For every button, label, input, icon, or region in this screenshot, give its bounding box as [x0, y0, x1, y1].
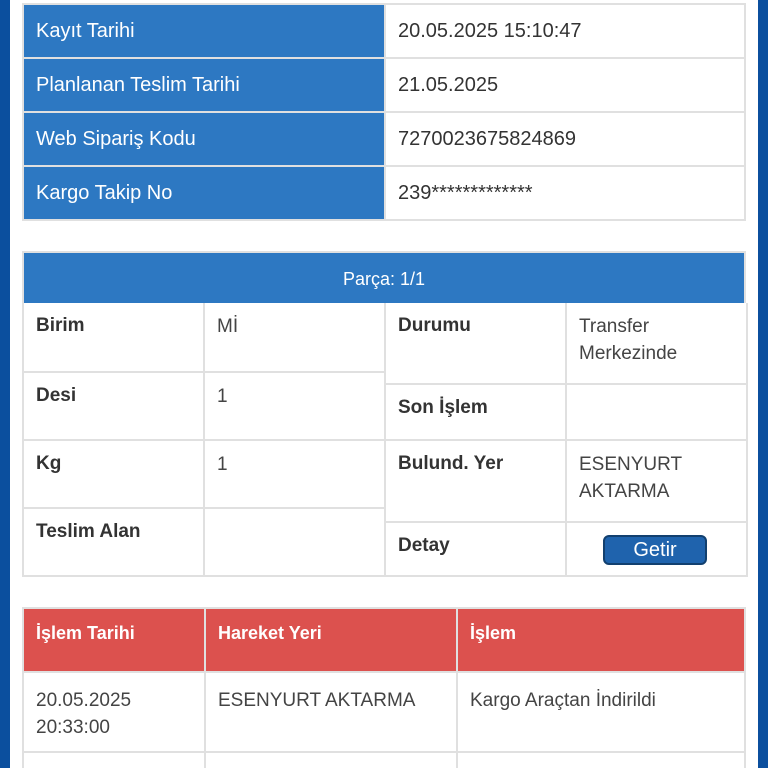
- part-value: [567, 523, 748, 575]
- part-key: Durumu: [386, 303, 567, 383]
- part-value: 1: [205, 441, 386, 507]
- part-key: Desi: [24, 373, 205, 439]
- frame-right: [758, 0, 768, 768]
- movements-header-row: [23, 608, 745, 672]
- table-row: [23, 752, 745, 768]
- move-date-day: 20.05.2025: [36, 690, 132, 711]
- info-value: 7270023675824869: [385, 112, 745, 166]
- part-value: [567, 303, 748, 383]
- info-row-kargo-takip: [23, 166, 745, 220]
- info-label: Kargo Takip No: [23, 166, 385, 220]
- info-row-web-siparis: [23, 112, 745, 166]
- shipment-details: [22, 3, 746, 768]
- part-value: [567, 385, 748, 439]
- part-row-teslim-alan: [24, 509, 386, 577]
- part-right-column: [386, 303, 748, 577]
- value-line: ESENYURT: [579, 454, 683, 475]
- part-row-kg: [24, 441, 386, 509]
- part-row-desi: [24, 373, 386, 441]
- info-row-kayit-tarihi: [23, 4, 745, 58]
- move-action: [457, 752, 745, 768]
- info-value: 239*************: [385, 166, 745, 220]
- info-label: Web Sipariş Kodu: [23, 112, 385, 166]
- part-value: [567, 441, 748, 521]
- part-value: 1: [205, 373, 386, 439]
- table-row: [23, 672, 745, 752]
- part-key: Teslim Alan: [24, 509, 205, 575]
- part-key: Son İşlem: [386, 385, 567, 439]
- part-table: [22, 251, 746, 577]
- part-row-detay: [386, 523, 748, 577]
- part-value: [205, 509, 386, 575]
- move-date-time: 20:33:00: [36, 717, 110, 738]
- part-row-birim: [24, 303, 386, 373]
- value-line: Merkezinde: [579, 343, 678, 364]
- part-value: Mİ: [205, 303, 386, 371]
- shipment-info-table: [22, 3, 746, 221]
- part-left-column: [24, 303, 386, 577]
- part-header: Parça: 1/1: [22, 251, 746, 303]
- info-label: Planlanan Teslim Tarihi: [23, 58, 385, 112]
- part-key: Detay: [386, 523, 567, 575]
- move-date: [23, 752, 205, 768]
- movements-table: [22, 607, 746, 768]
- part-key: Bulund. Yer: [386, 441, 567, 521]
- info-value: 21.05.2025: [385, 58, 745, 112]
- column-header-islem-tarihi: İşlem Tarihi: [23, 608, 205, 672]
- part-row-durumu: [386, 303, 748, 385]
- part-key: Kg: [24, 441, 205, 507]
- info-label: Kayıt Tarihi: [23, 4, 385, 58]
- getir-button[interactable]: Getir: [603, 535, 707, 565]
- value-line: Transfer: [579, 316, 650, 337]
- info-row-planlanan-teslim: [23, 58, 745, 112]
- part-row-son-islem: [386, 385, 748, 441]
- column-header-islem: İşlem: [457, 608, 745, 672]
- frame-left: [0, 0, 10, 768]
- part-key: Birim: [24, 303, 205, 371]
- move-place: ESENYURT AKTARMA: [205, 672, 457, 752]
- value-line: AKTARMA: [579, 481, 670, 502]
- part-row-bulunduğu-yer: [386, 441, 748, 523]
- move-place: [205, 752, 457, 768]
- column-header-hareket-yeri: Hareket Yeri: [205, 608, 457, 672]
- info-value: 20.05.2025 15:10:47: [385, 4, 745, 58]
- part-body: [22, 303, 746, 577]
- move-date: [23, 672, 205, 752]
- move-action: Kargo Araçtan İndirildi: [457, 672, 745, 752]
